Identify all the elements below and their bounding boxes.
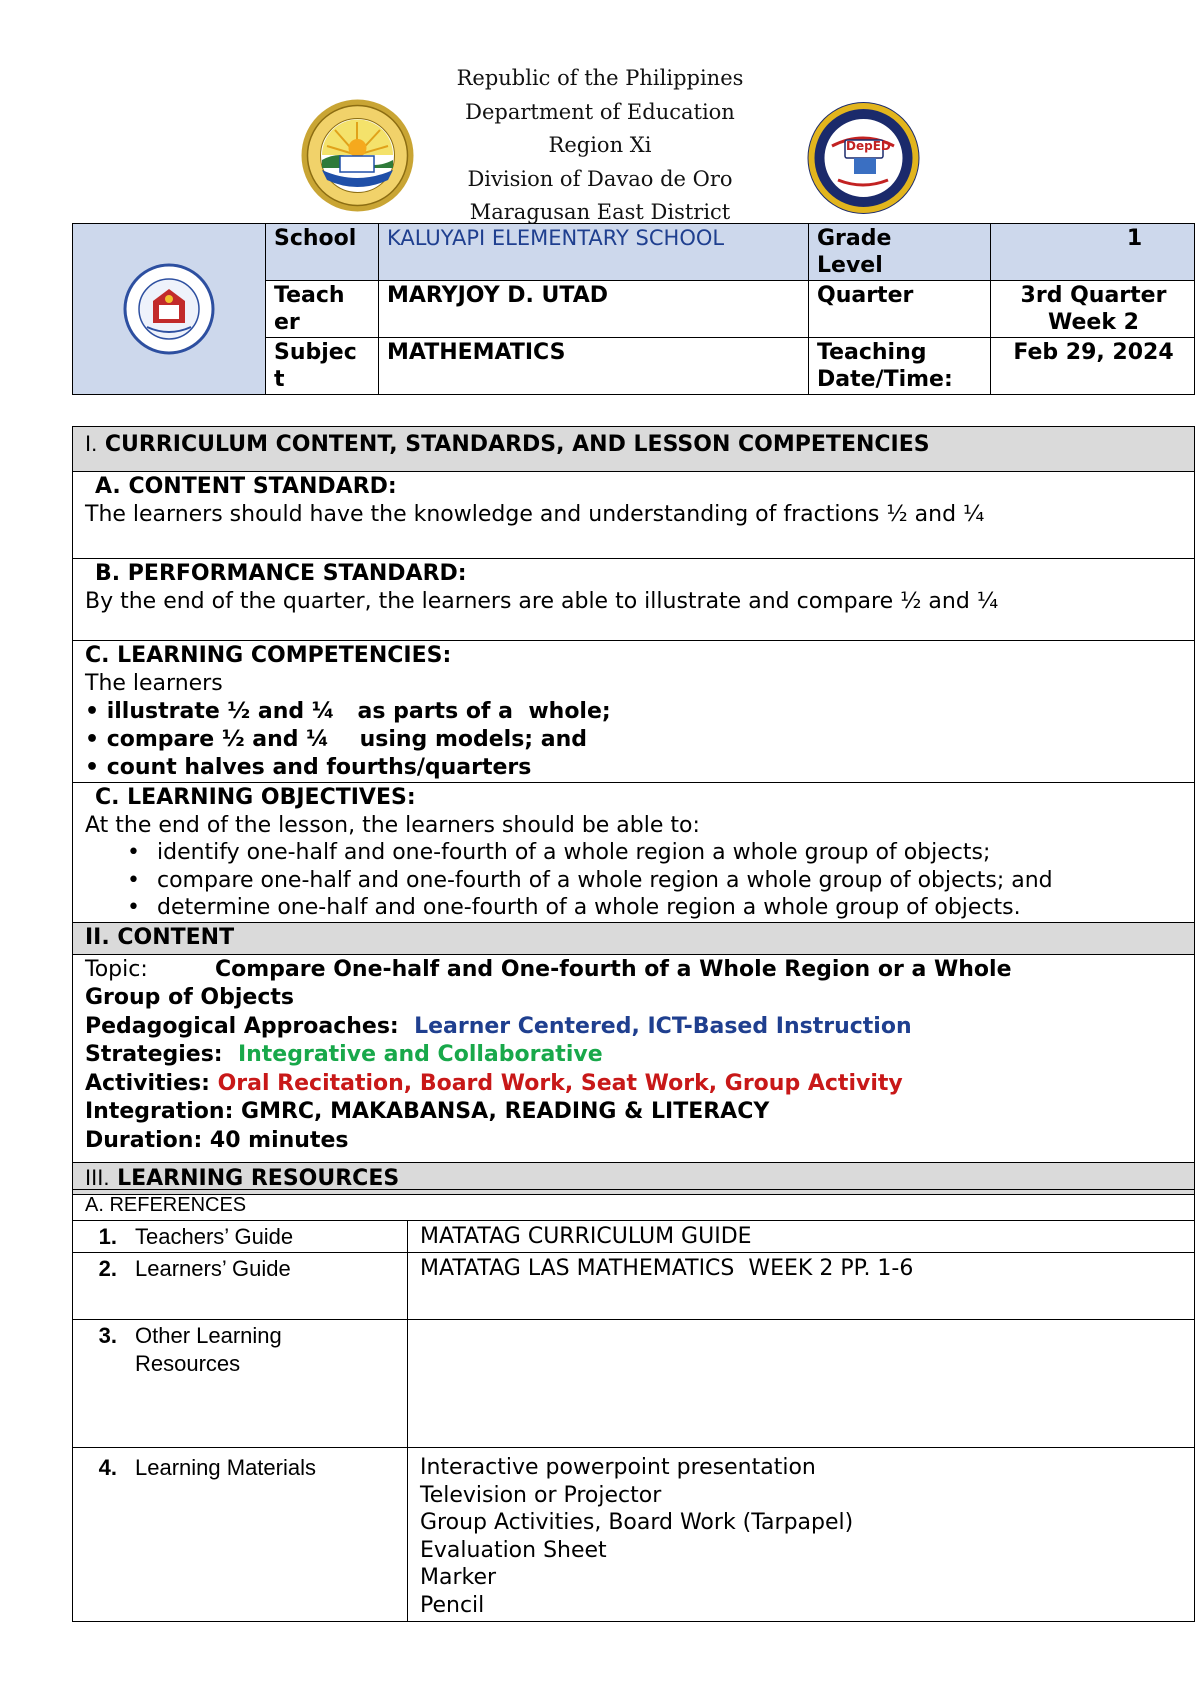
quarter-value: 3rd Quarter Week 2	[991, 281, 1195, 338]
reference-row-value	[408, 1320, 1195, 1448]
section-2-title: II. CONTENT	[73, 922, 1195, 954]
section-1-title: I. CURRICULUM CONTENT, STANDARDS, AND LESSON COMPETENCIES	[73, 427, 1195, 472]
objective-item: • compare one-half and one-fourth of a whole region a whole group of objects; and	[157, 867, 1186, 895]
reference-row-label: 3. Other Learning Resources	[73, 1320, 408, 1448]
grade-label: Grade Level	[809, 224, 991, 281]
objectives-intro: At the end of the lesson, the learners should be able to:	[85, 812, 700, 838]
topic-value-line-2: Group of Objects	[85, 985, 294, 1010]
topic-line	[85, 956, 1186, 985]
objectives-heading: C. LEARNING OBJECTIVES:	[95, 785, 416, 810]
header-line-department: Department of Education	[465, 99, 735, 124]
teacher-label: Teach er	[266, 281, 379, 338]
header-line-region: Region Xi	[548, 133, 652, 157]
teacher-value: MARYJOY D. UTAD	[379, 281, 809, 338]
quarter-label: Quarter	[809, 281, 991, 338]
competencies-cell	[73, 641, 1195, 783]
section-3-title: III. LEARNING RESOURCES	[73, 1162, 1195, 1194]
school-label: School	[266, 224, 379, 281]
competency-item: • compare ½ and ¼ using models; and	[85, 727, 588, 752]
material-item: Marker	[420, 1565, 497, 1590]
material-item: Evaluation Sheet	[420, 1537, 607, 1563]
material-item: Television or Projector	[420, 1482, 662, 1508]
material-item: Pencil	[420, 1592, 485, 1618]
performance-standard-cell	[73, 559, 1195, 641]
pedagogy-value: Learner Centered, ICT-Based Instruction	[414, 1013, 912, 1039]
strategies-value: Integrative and Collaborative	[237, 1042, 603, 1067]
school-seal-badge: DepED	[846, 139, 891, 153]
document-header	[380, 62, 820, 230]
performance-standard-text: By the end of the quarter, the learners are able to illustrate and compare ½ and ¼	[85, 589, 999, 614]
header-line-republic: Republic of the Philippines	[456, 66, 744, 90]
activities-line: Activities: Oral Recitation, Board Work, Seat Work, Group Activity	[85, 1070, 903, 1096]
reference-row-value: MATATAG LAS MATHEMATICS WEEK 2 PP. 1-6	[408, 1253, 1195, 1320]
duration-line: Duration: 40 minutes	[85, 1127, 349, 1153]
objective-item: • identify one-half and one-fourth of a whole region a whole group of objects;	[157, 839, 1186, 867]
header-line-division: Division of Davao de Oro	[467, 166, 733, 191]
reference-row-label: 2. Learners’ Guide	[73, 1253, 408, 1320]
pedagogy-line: Pedagogical Approaches: Learner Centered, ICT-Based Instruction	[85, 1013, 912, 1039]
integration-line: Integration: GMRC, MAKABANSA, READING & LITERACY	[85, 1099, 770, 1124]
lesson-plan-table	[72, 426, 1195, 1195]
references-heading: A. REFERENCES	[73, 1190, 1195, 1221]
reference-row-label: 1. Teachers’ Guide	[73, 1221, 408, 1253]
deped-logo-cell	[73, 224, 266, 395]
objective-item: • determine one-half and one-fourth of a whole region a whole group of objects.	[157, 894, 1186, 922]
subject-value: MATHEMATICS	[379, 338, 809, 395]
date-value: Feb 29, 2024	[991, 338, 1195, 395]
grade-value: 1	[991, 224, 1195, 281]
topic-value: Compare One-half and One-fourth of a Whole Region or a Whole	[215, 956, 1012, 982]
material-item: Group Activities, Board Work (Tarpapel)	[420, 1510, 854, 1535]
topic-label: Topic:	[85, 956, 148, 982]
division-seal-icon	[300, 98, 415, 213]
activities-value: Oral Recitation, Board Work, Seat Work, Group Activity	[217, 1070, 903, 1096]
content-standard-text: The learners should have the knowledge and understanding of fractions ½ and ¼	[85, 502, 985, 527]
competencies-intro: The learners	[85, 671, 223, 696]
competency-item: • count halves and fourths/quarters	[85, 755, 532, 780]
competencies-heading: C. LEARNING COMPETENCIES:	[85, 643, 452, 668]
reference-row-label: 4. Learning Materials	[73, 1448, 408, 1622]
references-table	[72, 1189, 1195, 1622]
performance-standard-heading: B. PERFORMANCE STANDARD:	[95, 561, 467, 586]
reference-row-value: MATATAG CURRICULUM GUIDE	[408, 1221, 1195, 1253]
objectives-cell	[73, 783, 1195, 923]
header-line-district: Maragusan East District	[469, 200, 731, 224]
date-label: Teaching Date/Time:	[809, 338, 991, 395]
competency-item: • illustrate ½ and ¼ as parts of a whole;	[85, 699, 611, 724]
deped-seal-icon	[123, 263, 215, 355]
school-info-table	[72, 223, 1195, 395]
content-standard-heading: A. CONTENT STANDARD:	[95, 474, 397, 499]
school-value: KALUYAPI ELEMENTARY SCHOOL	[379, 224, 809, 281]
reference-row-value	[408, 1448, 1195, 1622]
content-standard-cell	[73, 472, 1195, 559]
subject-label: Subjec t	[266, 338, 379, 395]
material-item: Interactive powerpoint presentation	[420, 1455, 816, 1480]
strategies-line: Strategies: Integrative and Collaborative	[85, 1042, 603, 1067]
school-seal-icon	[802, 100, 925, 216]
content-cell	[73, 954, 1195, 1162]
